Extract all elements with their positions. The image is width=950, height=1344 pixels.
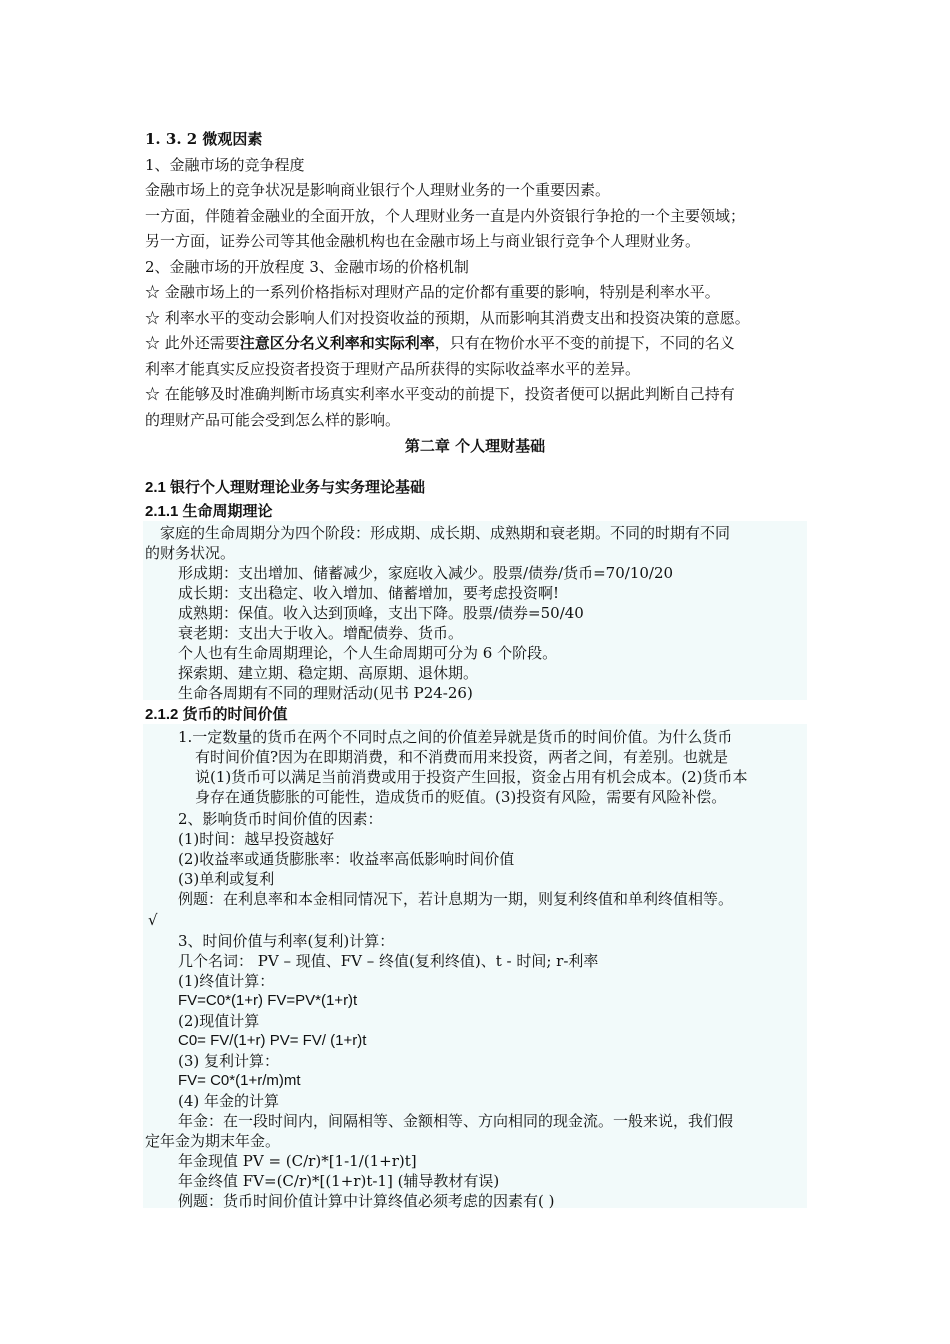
list-item: 衰老期：支出大于收入。增配债券、货币。 bbox=[178, 624, 464, 642]
formula: C0= FV/(1+r) PV= FV/ (1+r)t bbox=[178, 1032, 367, 1049]
list-item: 成熟期：保值。收入达到顶峰，支出下降。股票/债券=50/40 bbox=[178, 604, 584, 622]
list-item: 个人也有生命周期理论，个人生命周期可分为 6 个阶段。 bbox=[178, 644, 558, 662]
example-text: 例题：货币时间价值计算中计算终值必须考虑的因素有( ) bbox=[178, 1192, 555, 1210]
list-item: (2)收益率或通货膨胀率：收益率高低影响时间价值 bbox=[178, 850, 515, 868]
section-heading: 2.1.1 生命周期理论 bbox=[145, 503, 273, 520]
list-item: 形成期：支出增加、储蓄减少，家庭收入减少。股票/债券/货币=70/10/20 bbox=[178, 564, 674, 582]
list-item: 2、金融市场的开放程度 3、金融市场的价格机制 bbox=[145, 258, 469, 276]
list-item: (4) 年金的计算 bbox=[178, 1092, 280, 1110]
list-item: 成长期：支出稳定、收入增加、储蓄增加，要考虑投资啊! bbox=[178, 584, 560, 602]
list-item: (3) 复利计算： bbox=[178, 1052, 280, 1070]
star-point-text: ☆ 此外还需要 bbox=[145, 334, 240, 352]
emphasis-text: 注意区分名义利率和实际利率 bbox=[239, 334, 435, 352]
list-item: 1、金融市场的竞争程度 bbox=[145, 156, 305, 174]
paragraph: 的理财产品可能会受到怎么样的影响。 bbox=[145, 411, 401, 429]
list-item: 探索期、建立期、稳定期、高原期、退休期。 bbox=[178, 664, 479, 682]
paragraph: 身存在通货膨胀的可能性，造成货币的贬值。(3)投资有风险，需要有风险补偿。 bbox=[195, 788, 727, 806]
paragraph: 一方面，伴随着金融业的全面开放，个人理财业务一直是内外资银行争抢的一个主要领域； bbox=[145, 207, 746, 225]
paragraph: 有时间价值?因为在即期消费，和不消费而用来投资，两者之间，有差别。也就是 bbox=[195, 748, 729, 766]
paragraph: 另一方面，证券公司等其他金融机构也在金融市场上与商业银行竞争个人理财业务。 bbox=[145, 232, 701, 250]
star-point bbox=[145, 333, 735, 353]
paragraph: 几个名词： PV – 现值、FV – 终值(复利终值)、t - 时间; r-利率 bbox=[178, 952, 599, 970]
example-text: 例题：在利息率和本金相同情况下，若计息期为一期，则复利终值和单利终值相等。 bbox=[178, 890, 734, 908]
check-mark: √ bbox=[148, 911, 158, 929]
formula: FV= C0*(1+r/m)mt bbox=[178, 1072, 301, 1089]
section-heading: 2.1.2 货币的时间价值 bbox=[145, 706, 288, 723]
paragraph: 的财务状况。 bbox=[145, 544, 236, 562]
list-item: (1)时间：越早投资越好 bbox=[178, 830, 335, 848]
star-point: ☆ 利率水平的变动会影响人们对投资收益的预期，从而影响其消费支出和投资决策的意愿。 bbox=[145, 309, 750, 327]
list-item: 生命各周期有不同的理财活动(见书 P24-26) bbox=[178, 684, 473, 702]
section-heading: 1. 3. 2 微观因素 bbox=[145, 130, 263, 148]
list-item: (1)终值计算： bbox=[178, 972, 275, 990]
star-point: ☆ 在能够及时准确判断市场真实利率水平变动的前提下，投资者便可以据此判断自己持有 bbox=[145, 385, 735, 403]
list-item: 2、影响货币时间价值的因素： bbox=[178, 810, 383, 828]
formula: FV=C0*(1+r) FV=PV*(1+r)t bbox=[178, 992, 358, 1009]
paragraph: 利率才能真实反应投资者投资于理财产品所获得的实际收益率水平的差异。 bbox=[145, 360, 641, 378]
paragraph: 金融市场上的竞争状况是影响商业银行个人理财业务的一个重要因素。 bbox=[145, 181, 611, 199]
chapter-title: 第二章 个人理财基础 bbox=[404, 437, 546, 455]
star-point: ☆ 金融市场上的一系列价格指标对理财产品的定价都有重要的影响，特别是利率水平。 bbox=[145, 283, 720, 301]
formula: 年金现值 PV = (C/r)*[1-1/(1+r)t] bbox=[178, 1152, 417, 1170]
paragraph: 1.一定数量的货币在两个不同时点之间的价值差异就是货币的时间价值。为什么货币 bbox=[178, 728, 733, 746]
paragraph: 说(1)货币可以满足当前消费或用于投资产生回报，资金占用有机会成本。(2)货币本 bbox=[195, 768, 748, 786]
section-heading: 2.1 银行个人理财理论业务与实务理论基础 bbox=[145, 479, 426, 496]
star-point-text: ，只有在物价水平不变的前提下，不同的名义 bbox=[434, 334, 735, 352]
list-item: (3)单利或复利 bbox=[178, 870, 275, 888]
paragraph: 家庭的生命周期分为四个阶段：形成期、成长期、成熟期和衰老期。不同的时期有不同 bbox=[160, 524, 731, 542]
paragraph: 定年金为期末年金。 bbox=[145, 1132, 281, 1150]
list-item: 3、时间价值与利率(复利)计算： bbox=[178, 932, 395, 950]
paragraph: 年金：在一段时间内，间隔相等、金额相等、方向相同的现金流。一般来说，我们假 bbox=[178, 1112, 734, 1130]
list-item: (2)现值计算 bbox=[178, 1012, 260, 1030]
formula: 年金终值 FV=(C/r)*[(1+r)t-1] (辅导教材有误) bbox=[178, 1172, 500, 1190]
